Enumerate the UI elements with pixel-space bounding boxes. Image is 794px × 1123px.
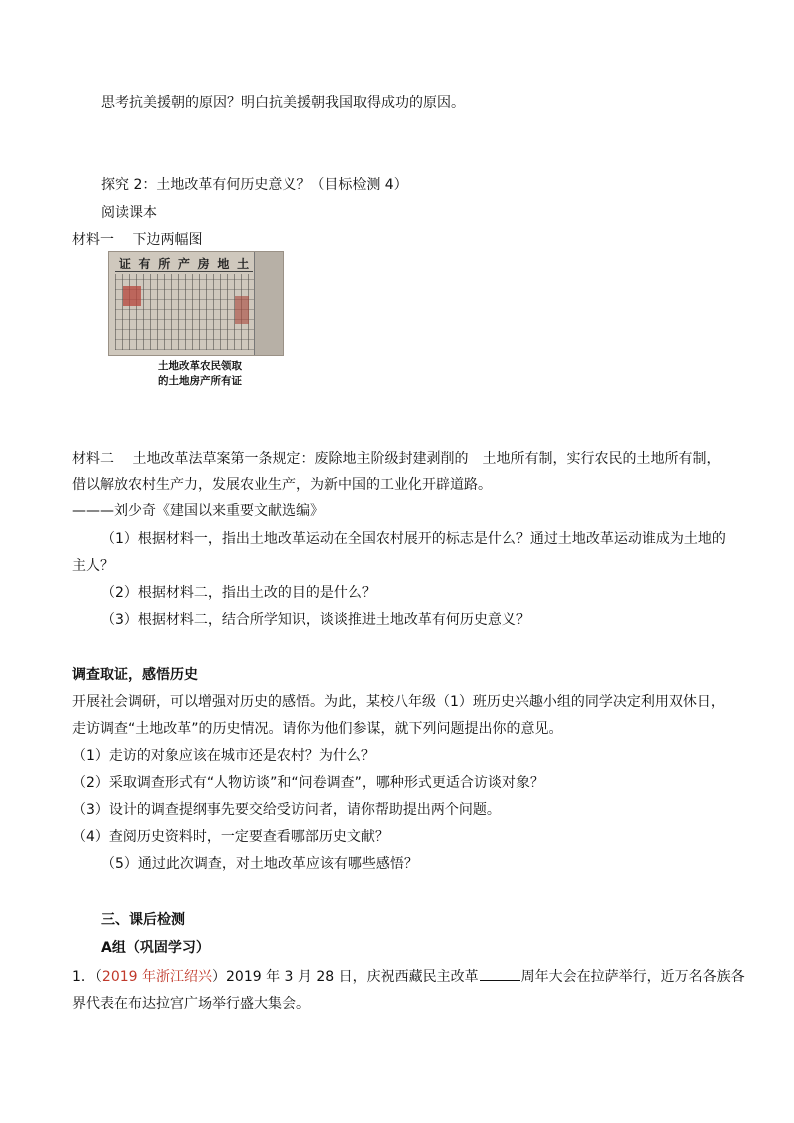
section-3-heading: 三、课后检测 [101,912,185,928]
land-certificate-image [108,251,284,356]
survey-intro-line-1: 开展社会调研，可以增强对历史的感悟。为此，某校八年级（1）班历史兴趣小组的同学决定利用双休日， [72,694,725,710]
exercise-1-text-end: 周年大会在拉萨举行，近万名各族各 [520,969,745,985]
survey-heading: 调查取证，感悟历史 [72,667,198,683]
exercise-1-line-2: 界代表在布达拉宫广场举行盛大集会。 [72,996,310,1012]
survey-intro-line-2: 走访调查“土地改革”的历史情况。请你为他们参谋，就下列问题提出你的意见。 [72,721,563,737]
group-a-heading: A组（巩固学习） [101,940,210,956]
survey-question-3: （3）设计的调查提纲事先要交给受访问者，请你帮助提出两个问题。 [72,802,501,818]
think-question: 思考抗美援朝的原因？明白抗美援朝我国取得成功的原因。 [101,95,465,111]
material-1-label: 材料一 下边两幅图 [72,232,203,248]
certificate-caption-line-1: 土地改革农民领取 [158,360,242,372]
source-citation: ———刘少奇《建国以来重要文献选编》 [72,503,324,519]
exercise-1-source: 2019 年浙江绍兴 [101,969,213,985]
exercise-1-text: ）2019 年 3 月 28 日，庆祝西藏民主改革 [212,969,479,985]
survey-question-2: （2）采取调查形式有“人物访谈”和“问卷调查”，哪种形式更适合访谈对象？ [72,775,544,791]
survey-question-1: （1）走访的对象应该在城市还是农村？为什么？ [72,748,375,764]
red-seal [235,296,249,324]
certificate-caption-line-2: 的土地房产所有证 [158,375,242,387]
explore-2-heading: 探究 2：土地改革有何历史意义？（目标检测 4） [101,177,408,193]
red-seal [123,286,141,306]
answer-blank[interactable] [480,966,520,981]
question-1-line-2: 主人？ [72,558,114,574]
material-2-line-1: 材料二 土地改革法草案第一条规定：废除地主阶级封建剥削的 土地所有制，实行农民的土地所有制， [72,451,721,467]
read-book-label: 阅读课本 [101,205,157,221]
material-2-line-2: 借以解放农村生产力，发展农业生产，为新中国的工业化开辟道路。 [72,477,492,493]
exercise-1-line-1 [72,966,745,987]
survey-question-4: （4）查阅历史资料时，一定要查看哪部历史文献？ [72,829,389,845]
survey-question-5: （5）通过此次调查，对土地改革应该有哪些感悟？ [101,856,418,872]
question-1-line-1: （1）根据材料一，指出土地改革运动在全国农村展开的标志是什么？通过土地改革运动谁成为土地的 [101,531,726,547]
exercise-1-prefix: 1．（ [72,969,102,985]
certificate-title: 证 有 所 产 房 地 土 [115,255,253,272]
question-2: （2）根据材料二，指出土改的目的是什么？ [101,585,376,601]
certificate-stub [254,252,283,355]
question-3: （3）根据材料二，结合所学知识，谈谈推进土地改革有何历史意义？ [101,612,530,628]
